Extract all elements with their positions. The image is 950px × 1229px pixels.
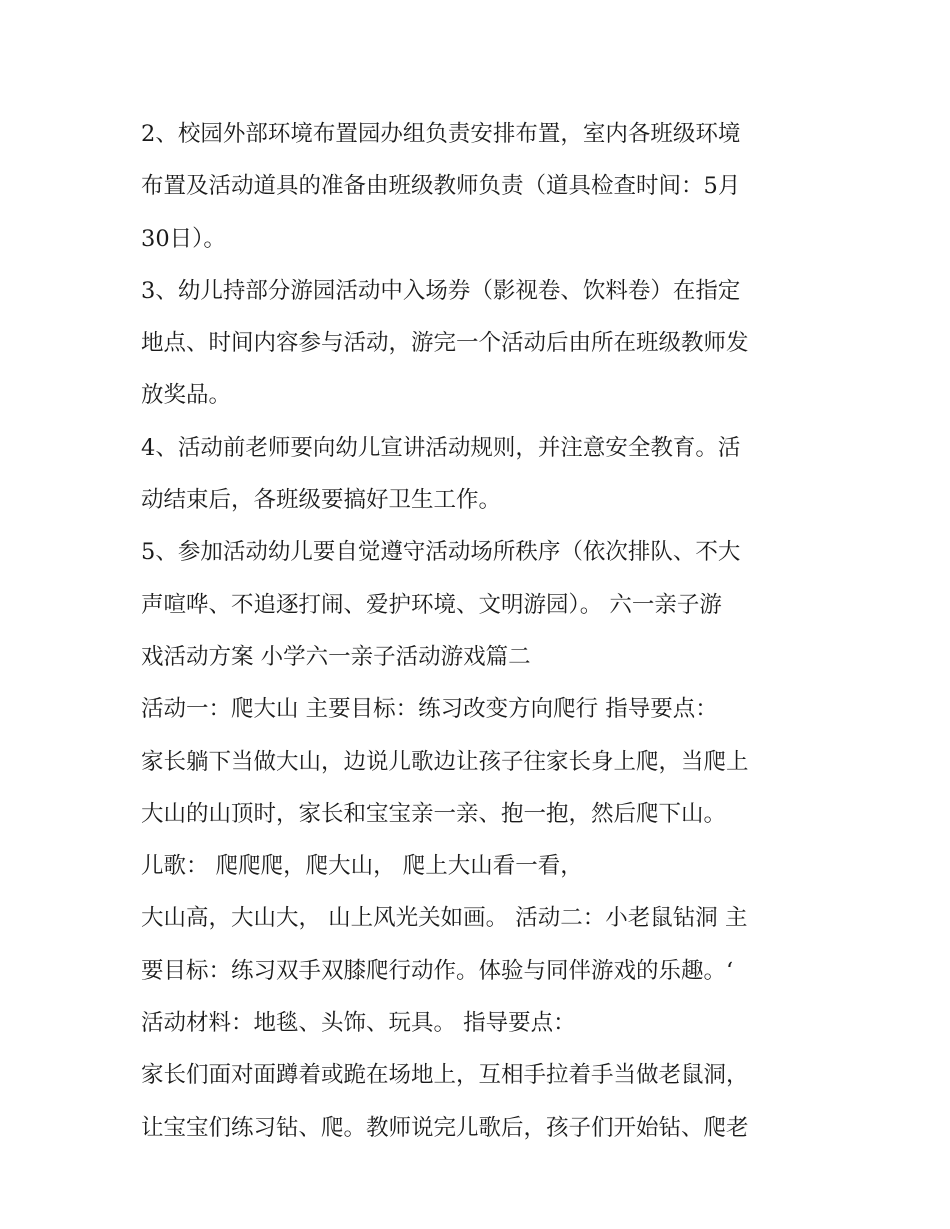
- text-line: 戏活动方案 小学六一亲子活动游戏篇二: [141, 643, 531, 670]
- text-line: 家长躺下当做大山，边说儿歌边让孩子往家长身上爬，当爬上: [141, 748, 749, 775]
- text-line: 家长们面对面蹲着或跪在场地上，互相手拉着手当做老鼠洞，: [141, 1062, 749, 1089]
- text-line: 声喧哗、不追逐打闹、爱护环境、文明游园）。 六一亲子游: [141, 591, 722, 618]
- text-line: 大山高，大山大， 山上风光关如画。 活动二：小老鼠钻洞 主: [141, 905, 748, 932]
- text-line: 30日）。: [141, 225, 226, 252]
- text-line: 4、活动前老师要向幼儿宣讲活动规则，并注意安全教育。活: [141, 434, 741, 461]
- text-line: 儿歌： 爬爬爬，爬大山， 爬上大山看一看，: [141, 853, 583, 880]
- text-line: 要目标：练习双手双膝爬行动作。体验与同伴游戏的乐趣。‘: [141, 957, 734, 984]
- text-line: 放奖品。: [141, 382, 232, 409]
- document-body: [141, 108, 831, 1154]
- text-line: 动结束后，各班级要搞好卫生工作。: [141, 487, 502, 514]
- text-line: 活动材料：地毯、头饰、玩具。 指导要点：: [141, 1010, 576, 1037]
- text-line: 2、校园外部环境布置园办组负责安排布置，室内各班级环境: [141, 121, 741, 147]
- text-line: 大山的山顶时，家长和宝宝亲一亲、抱一抱，然后爬下山。: [141, 800, 727, 827]
- text-line: 让宝宝们练习钻、爬。教师说完儿歌后，孩子们开始钻、爬老: [141, 1114, 749, 1141]
- text-line: 5、参加活动幼儿要自觉遵守活动场所秩序（依次排队、不大: [141, 539, 741, 566]
- text-line: 活动一：爬大山 主要目标：练习改变方向爬行 指导要点：: [141, 696, 718, 723]
- text-line: 3、幼儿持部分游园活动中入场券（影视卷、饮料卷）在指定: [141, 277, 741, 304]
- text-line: 地点、时间内容参与活动，游完一个活动后由所在班级教师发: [141, 330, 749, 357]
- text-line: 布置及活动道具的准备由班级教师负责（道具检查时间：5月: [141, 173, 741, 200]
